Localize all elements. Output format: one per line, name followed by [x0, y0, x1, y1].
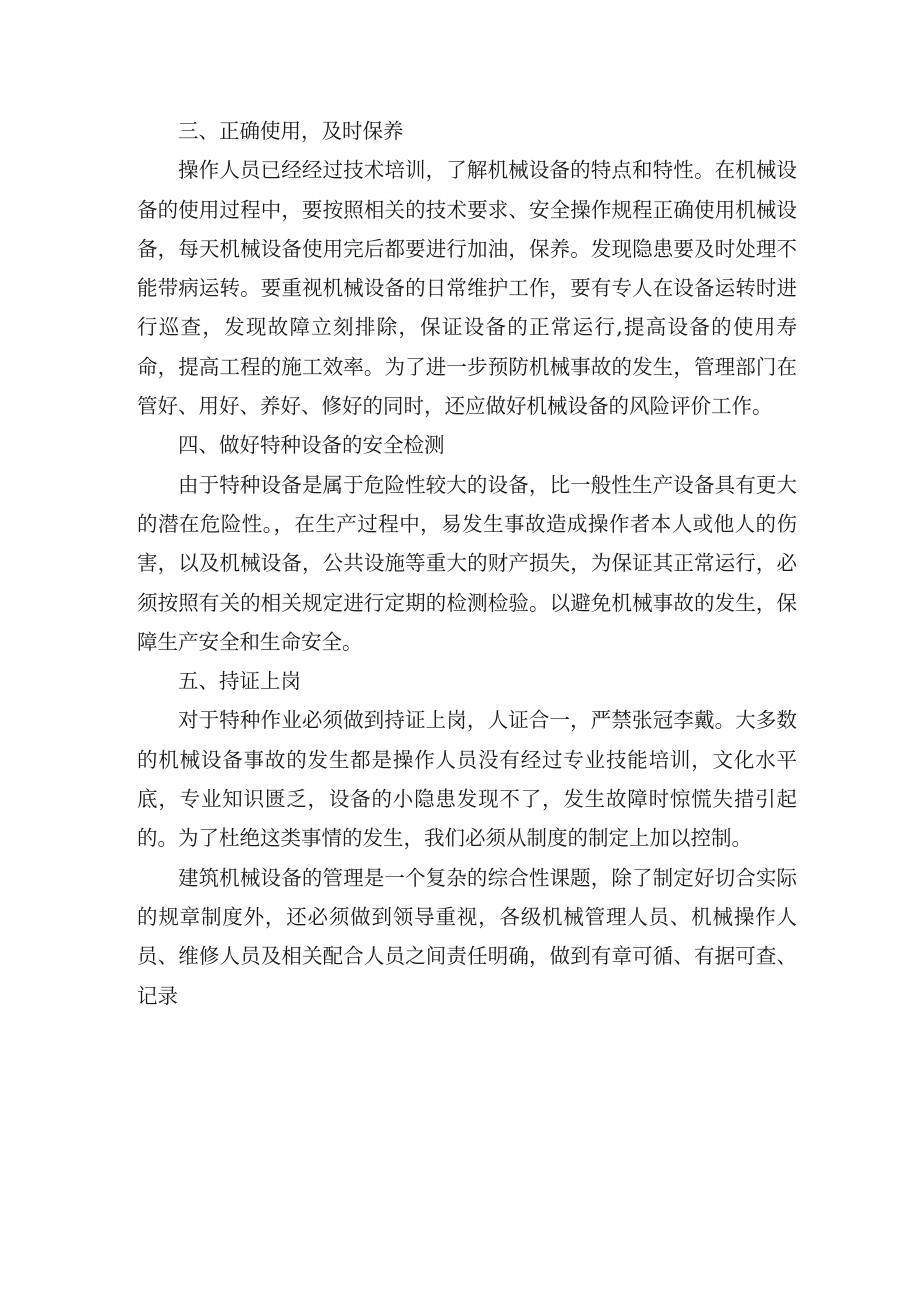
paragraph-special-equipment-inspection: 由于特种设备是属于危险性较大的设备，比一般性生产设备具有更大的潜在危险性。，在生产过程中，易发生事故造成操作者本人或他人的伤害，以及机械设备，公共设施等重大的财产损失，为保证其正常运行，必须按照有关的相关规定进行定期的检测检验。以避免机械事故的发生，保障生产安全和生命安全。: [137, 472, 797, 654]
document-body: [137, 112, 797, 1016]
section-heading-3: 三、正确使用，及时保养: [178, 119, 404, 143]
paragraph-operation-maintenance: 操作人员已经经过技术培训，了解机械设备的特点和特性。在机械设备的使用过程中，要按照相关的技术要求、安全操作规程正确使用机械设备，每天机械设备使用完后都要进行加油，保养。发现隐患要及时处理不能带病运转。要重视机械设备的日常维护工作，要有专人在设备运转时进行巡查，发现故障立刻排除，保证设备的正常运行,提高设备的使用寿命，提高工程的施工效率。为了进一步预防机械事故的发生，管理部门在管好、用好、养好、修好的同时，还应做好机械设备的风险评价工作。: [137, 158, 797, 419]
paragraph-management-summary: 建筑机械设备的管理是一个复杂的综合性课题，除了制定好切合实际的规章制度外，还必须做到领导重视，各级机械管理人员、机械操作人员、维修人员及相关配合人员之间责任明确，做到有章可循、有据可查、记录: [137, 865, 797, 1008]
section-heading-5: 五、持证上岗: [178, 669, 301, 694]
paragraph-certified-operation: 对于特种作业必须做到持证上岗，人证合一，严禁张冠李戴。大多数的机械设备事故的发生都是操作人员没有经过专业技能培训，文化水平底，专业知识匮乏，设备的小隐患发现不了，发生故障时惊慌失措引起的。为了杜绝这类事情的发生，我们必须从制度的制定上加以控制。: [137, 708, 797, 851]
section-heading-4: 四、做好特种设备的安全检测: [178, 433, 445, 458]
